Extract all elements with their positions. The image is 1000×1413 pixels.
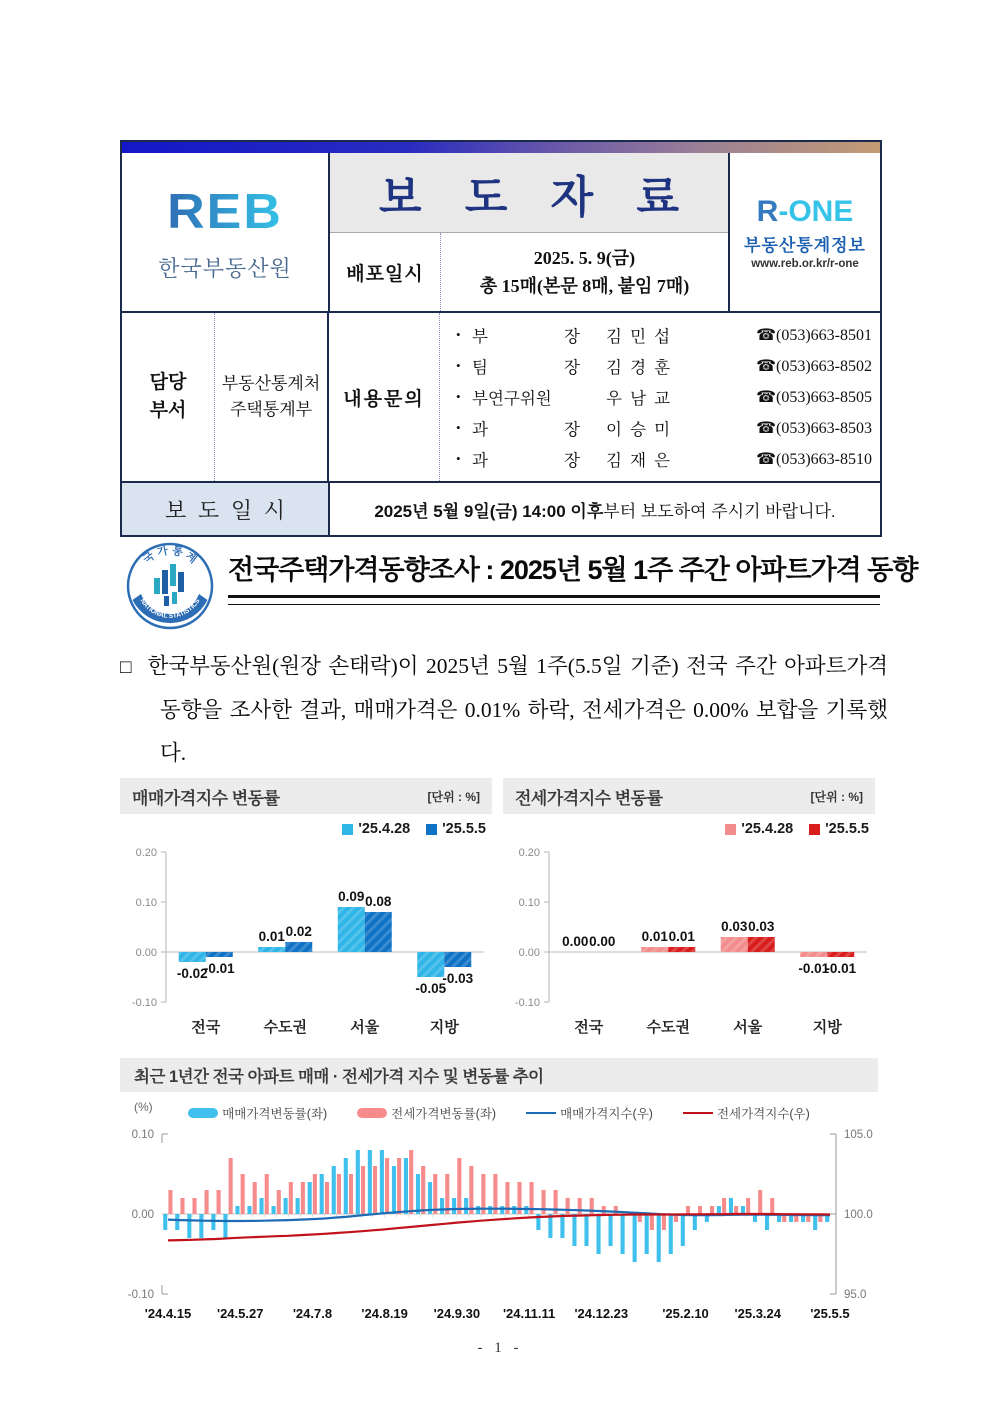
report-time-rest: 부터 보도하여 주시기 바랍니다. xyxy=(603,501,836,521)
contact-list xyxy=(440,313,880,481)
contact-phone: ☎(053)663-8510 xyxy=(756,451,872,468)
bar xyxy=(566,1198,570,1214)
bar xyxy=(392,1166,396,1214)
trend-chart-panel xyxy=(120,1058,878,1337)
contact-name: 김 민 섭 xyxy=(606,327,673,346)
bar xyxy=(284,1198,288,1214)
svg-text:'24.11.11: '24.11.11 xyxy=(502,1306,556,1321)
sale-price-chart-panel xyxy=(120,778,492,1047)
bar xyxy=(650,1214,654,1230)
svg-text:105.0: 105.0 xyxy=(844,1129,873,1141)
svg-text:0.20: 0.20 xyxy=(518,847,540,859)
header-row xyxy=(122,153,880,311)
rone-cell xyxy=(728,153,880,311)
svg-text:-0.03: -0.03 xyxy=(442,971,474,986)
svg-text:0.00: 0.00 xyxy=(562,934,589,949)
bar xyxy=(356,1150,360,1214)
chart-title: 최근 1년간 전국 아파트 매매 · 전세가격 지수 및 변동률 추이 xyxy=(134,1068,544,1086)
svg-text:지방: 지방 xyxy=(429,1019,459,1036)
bar xyxy=(572,1214,576,1246)
chart-header xyxy=(120,1058,878,1092)
svg-text:0.00: 0.00 xyxy=(131,1209,154,1221)
contact-name: 김 재 은 xyxy=(606,451,673,470)
svg-text:서울: 서울 xyxy=(733,1019,763,1036)
bar xyxy=(669,1214,673,1254)
legend-item xyxy=(426,821,486,837)
legend-swatch xyxy=(342,824,353,835)
rone-url: www.reb.or.kr/r-one xyxy=(751,257,859,270)
svg-text:'25.5.5: '25.5.5 xyxy=(810,1306,850,1321)
legend-label: 전세가격지수(우) xyxy=(716,1107,810,1121)
contact-role: 부연구위원 xyxy=(472,389,552,408)
bar xyxy=(192,1198,196,1214)
rone-logo-r: R xyxy=(756,194,779,228)
contact-row-item xyxy=(456,416,872,440)
report-time-label-text: 보 도 일 시 xyxy=(165,497,285,523)
bar xyxy=(373,1166,377,1214)
bar xyxy=(344,1158,348,1214)
contact-name: 우 남 교 xyxy=(606,389,673,408)
bar xyxy=(259,1198,263,1214)
svg-text:0.10: 0.10 xyxy=(518,897,540,909)
bar xyxy=(693,1214,697,1230)
release-info xyxy=(441,233,728,311)
bar xyxy=(253,1182,257,1214)
legend-label: '25.5.5 xyxy=(442,821,486,837)
svg-text:수도권: 수도권 xyxy=(646,1019,690,1036)
bar xyxy=(247,1206,251,1214)
bar xyxy=(440,1198,444,1214)
bar xyxy=(180,1198,184,1214)
svg-text:0.09: 0.09 xyxy=(338,889,365,904)
contact-row-item xyxy=(456,385,872,409)
chart-legend xyxy=(503,816,875,842)
svg-text:'24.7.8: '24.7.8 xyxy=(292,1306,333,1321)
bar xyxy=(325,1182,329,1214)
page-title: 전국주택가격동향조사 : 2025년 5월 1주 주간 아파트가격 동향 xyxy=(228,555,918,585)
bullet-icon: • xyxy=(456,327,461,342)
legend-label: 매매가격지수(우) xyxy=(560,1107,653,1121)
bar xyxy=(476,1206,480,1214)
release-pages: 총 15매(본문 8매, 붙임 7매) xyxy=(479,276,690,296)
contact-name: 이 승 미 xyxy=(606,420,673,439)
dept-label xyxy=(122,313,215,481)
stat-logo-english: NATIONAL STATISTICS xyxy=(138,597,202,620)
bar xyxy=(332,1166,336,1214)
svg-text:전국: 전국 xyxy=(574,1019,604,1036)
svg-text:-0.01: -0.01 xyxy=(825,961,857,976)
svg-text:-0.01: -0.01 xyxy=(203,961,235,976)
bar xyxy=(187,1214,191,1238)
bar xyxy=(633,1214,637,1262)
contact-row xyxy=(122,311,880,481)
page-number: - 1 - xyxy=(477,1340,523,1356)
svg-text:-0.01: -0.01 xyxy=(798,961,830,976)
bar xyxy=(361,1166,365,1214)
bar xyxy=(746,1198,750,1214)
bar xyxy=(175,1214,179,1230)
bullet-icon: • xyxy=(456,420,461,435)
national-statistics-logo xyxy=(126,542,214,630)
release-label: 배포일시 xyxy=(330,233,441,311)
svg-text:0.10: 0.10 xyxy=(131,1129,154,1141)
legend-swatch xyxy=(725,824,736,835)
bar xyxy=(686,1206,690,1214)
bar xyxy=(163,1214,167,1230)
chart-legend xyxy=(120,1100,878,1126)
reb-logo: REB xyxy=(167,183,283,240)
legend-label: 전세가격변동률(좌) xyxy=(391,1107,497,1121)
bar xyxy=(741,1206,745,1214)
svg-text:100.0: 100.0 xyxy=(844,1209,873,1221)
svg-text:'24.8.19: '24.8.19 xyxy=(361,1306,408,1321)
bar xyxy=(211,1214,215,1230)
legend-swatch xyxy=(526,1112,556,1115)
svg-text:'24.12.23: '24.12.23 xyxy=(574,1306,629,1321)
bar xyxy=(272,1206,276,1214)
reb-logo-cell xyxy=(122,153,330,311)
release-row xyxy=(330,233,728,311)
contact-phone: ☎(053)663-8503 xyxy=(756,420,872,437)
svg-text:'24.9.30: '24.9.30 xyxy=(433,1306,481,1321)
square-bullet-icon: □ xyxy=(120,657,134,678)
bar xyxy=(729,1198,733,1214)
svg-text:수도권: 수도권 xyxy=(263,1019,307,1036)
chart-header xyxy=(120,778,492,814)
svg-text:95.0: 95.0 xyxy=(844,1289,867,1301)
chart-title: 매매가격지수 변동률 xyxy=(132,788,280,808)
bullet-icon: • xyxy=(456,358,461,373)
gradient-top-bar xyxy=(122,142,880,153)
svg-text:0.00: 0.00 xyxy=(518,947,540,959)
svg-text:'25.3.24: '25.3.24 xyxy=(734,1306,782,1321)
left-axis-unit: (%) xyxy=(134,1100,153,1114)
chart-header xyxy=(503,778,875,814)
svg-text:0.01: 0.01 xyxy=(258,929,285,944)
paragraph-text: 한국부동산원(원장 손태락)이 2025년 5월 1주(5.5일 기준) 전국 주간 아파트가격 동향을 조사한 결과, 매매가격은 0.01% 하락, 전세가격은 0.00% 보합을 기록했다. xyxy=(147,654,888,765)
legend-item xyxy=(357,1104,496,1122)
svg-text:0.03: 0.03 xyxy=(721,919,748,934)
svg-text:-0.05: -0.05 xyxy=(415,981,447,996)
jeonse-price-bar-chart xyxy=(503,842,875,1042)
bar xyxy=(578,1198,582,1214)
bullet-icon: • xyxy=(456,451,461,466)
legend-item xyxy=(683,1104,810,1122)
bar xyxy=(542,1190,546,1214)
dept-value-line1: 부동산통계처 xyxy=(221,374,321,393)
bar xyxy=(765,1214,769,1230)
svg-text:0.00: 0.00 xyxy=(589,934,616,949)
bar xyxy=(488,1206,492,1214)
legend-item xyxy=(188,1104,327,1122)
svg-text:-0.02: -0.02 xyxy=(176,966,208,981)
svg-text:-0.10: -0.10 xyxy=(514,997,540,1009)
bar xyxy=(457,1158,461,1214)
rone-logo xyxy=(757,195,854,229)
bar xyxy=(385,1158,389,1214)
header-table xyxy=(120,140,882,537)
bar xyxy=(433,1174,437,1214)
chart-title: 전세가격지수 변동률 xyxy=(515,788,663,808)
bar xyxy=(380,1150,384,1214)
rone-subtitle: 부동산통계정보 xyxy=(744,235,866,255)
bar xyxy=(199,1214,203,1238)
rone-logo-one: -ONE xyxy=(778,194,854,228)
title-underline xyxy=(228,595,880,605)
svg-text:지방: 지방 xyxy=(812,1019,842,1036)
bar xyxy=(621,1214,625,1254)
legend-swatch xyxy=(426,824,437,835)
paragraph xyxy=(120,645,888,775)
svg-text:'24.5.27: '24.5.27 xyxy=(216,1306,264,1321)
bar xyxy=(734,1206,738,1214)
legend-item xyxy=(809,821,869,837)
svg-text:0.02: 0.02 xyxy=(285,924,312,939)
doc-type-title: 보 도 자 료 xyxy=(379,172,679,222)
chart-unit-label: [단위 : %] xyxy=(427,789,480,804)
bar xyxy=(596,1214,600,1254)
svg-text:-0.10: -0.10 xyxy=(131,997,157,1009)
body-paragraph xyxy=(120,645,888,775)
legend-item xyxy=(725,821,793,837)
legend-label: '25.4.28 xyxy=(741,821,794,837)
dept-value xyxy=(215,313,329,481)
doc-type-band xyxy=(330,153,728,233)
bar xyxy=(813,1214,817,1230)
dept-label-line2: 부서 xyxy=(149,400,187,421)
bar xyxy=(229,1158,233,1214)
bar xyxy=(241,1174,245,1214)
contact-role: 과 장 xyxy=(472,420,580,439)
bar xyxy=(609,1214,613,1246)
svg-text:서울: 서울 xyxy=(350,1019,380,1036)
svg-text:0.20: 0.20 xyxy=(135,847,157,859)
contact-phone: ☎(053)663-8502 xyxy=(756,358,872,375)
bullet-icon: • xyxy=(456,389,461,404)
bar xyxy=(645,1214,649,1254)
report-time-strong: 2025년 5월 9일(금) 14:00 이후 xyxy=(374,501,604,521)
contact-role: 과 장 xyxy=(472,451,580,470)
bar xyxy=(235,1206,239,1214)
bar xyxy=(368,1150,372,1214)
jeonse-price-chart-panel xyxy=(503,778,875,1047)
bar xyxy=(698,1206,702,1214)
bar xyxy=(560,1214,564,1238)
report-time-label xyxy=(122,483,330,535)
bar xyxy=(421,1166,425,1214)
bar xyxy=(452,1198,456,1214)
line xyxy=(168,1214,830,1240)
svg-text:0.01: 0.01 xyxy=(668,929,695,944)
bar xyxy=(662,1214,666,1230)
bar xyxy=(770,1198,774,1214)
contact-role: 팀 장 xyxy=(472,358,580,377)
svg-text:0.10: 0.10 xyxy=(135,897,157,909)
bar xyxy=(397,1158,401,1214)
org-name: 한국부동산원 xyxy=(158,255,292,281)
bar xyxy=(223,1214,227,1238)
bar xyxy=(308,1182,312,1214)
bar xyxy=(500,1206,504,1214)
bar xyxy=(602,1206,606,1214)
bar xyxy=(217,1190,221,1214)
contact-name: 김 경 훈 xyxy=(606,358,673,377)
report-time-row xyxy=(122,481,880,535)
legend-swatch xyxy=(188,1108,218,1118)
bar xyxy=(512,1206,516,1214)
contact-phone: ☎(053)663-8505 xyxy=(756,389,872,406)
chart-legend xyxy=(120,816,492,842)
bar xyxy=(349,1174,353,1214)
title-banner xyxy=(120,540,918,632)
contact-row-item xyxy=(456,323,872,347)
bar xyxy=(464,1198,468,1214)
svg-text:0.03: 0.03 xyxy=(748,919,775,934)
inquiry-label: 내용문의 xyxy=(329,313,440,481)
legend-label: 매매가격변동률(좌) xyxy=(222,1107,328,1121)
legend-item xyxy=(342,821,410,837)
trend-combo-chart xyxy=(120,1126,878,1332)
legend-label: '25.4.28 xyxy=(358,821,411,837)
bar xyxy=(758,1190,762,1214)
bar xyxy=(301,1182,305,1214)
bar xyxy=(337,1174,341,1214)
bar xyxy=(265,1174,269,1214)
bar xyxy=(404,1158,408,1214)
svg-text:0.08: 0.08 xyxy=(365,894,392,909)
legend-label: '25.5.5 xyxy=(825,821,869,837)
dept-value-line2: 주택통계부 xyxy=(229,400,313,419)
svg-text:전국: 전국 xyxy=(191,1019,221,1036)
sale-price-bar-chart xyxy=(120,842,492,1042)
release-date: 2025. 5. 9(금) xyxy=(533,248,636,268)
report-time-value xyxy=(330,483,880,535)
contact-role: 부 장 xyxy=(472,327,580,346)
legend-item xyxy=(526,1104,653,1122)
bar xyxy=(717,1206,721,1214)
bar xyxy=(313,1174,317,1214)
bar xyxy=(469,1166,473,1214)
press-release-cell xyxy=(330,153,728,311)
contact-phone: ☎(053)663-8501 xyxy=(756,327,872,344)
bar xyxy=(409,1150,413,1214)
svg-text:0.00: 0.00 xyxy=(135,947,157,959)
svg-text:'25.2.10: '25.2.10 xyxy=(662,1306,709,1321)
svg-text:0.01: 0.01 xyxy=(641,929,668,944)
dept-label-line1: 담당 xyxy=(149,372,187,393)
bar xyxy=(722,1198,726,1214)
bar xyxy=(584,1214,588,1246)
legend-swatch xyxy=(683,1112,713,1115)
bar xyxy=(657,1214,661,1262)
contact-row-item xyxy=(456,354,872,378)
svg-text:-0.10: -0.10 xyxy=(127,1289,154,1301)
bar xyxy=(416,1174,420,1214)
bar xyxy=(320,1174,324,1214)
bar xyxy=(277,1190,281,1214)
legend-swatch xyxy=(809,824,820,835)
bar xyxy=(296,1198,300,1214)
chart-unit-label: [단위 : %] xyxy=(810,789,863,804)
stat-logo-korean: 국 가 통 계 xyxy=(141,544,199,566)
contact-row-item xyxy=(456,447,872,471)
bar xyxy=(289,1182,293,1214)
legend-swatch xyxy=(357,1108,387,1118)
svg-text:'24.4.15: '24.4.15 xyxy=(144,1306,192,1321)
bar xyxy=(205,1190,209,1214)
bar xyxy=(445,1174,449,1214)
bar xyxy=(710,1206,714,1214)
bar xyxy=(681,1214,685,1246)
bar xyxy=(168,1190,172,1214)
